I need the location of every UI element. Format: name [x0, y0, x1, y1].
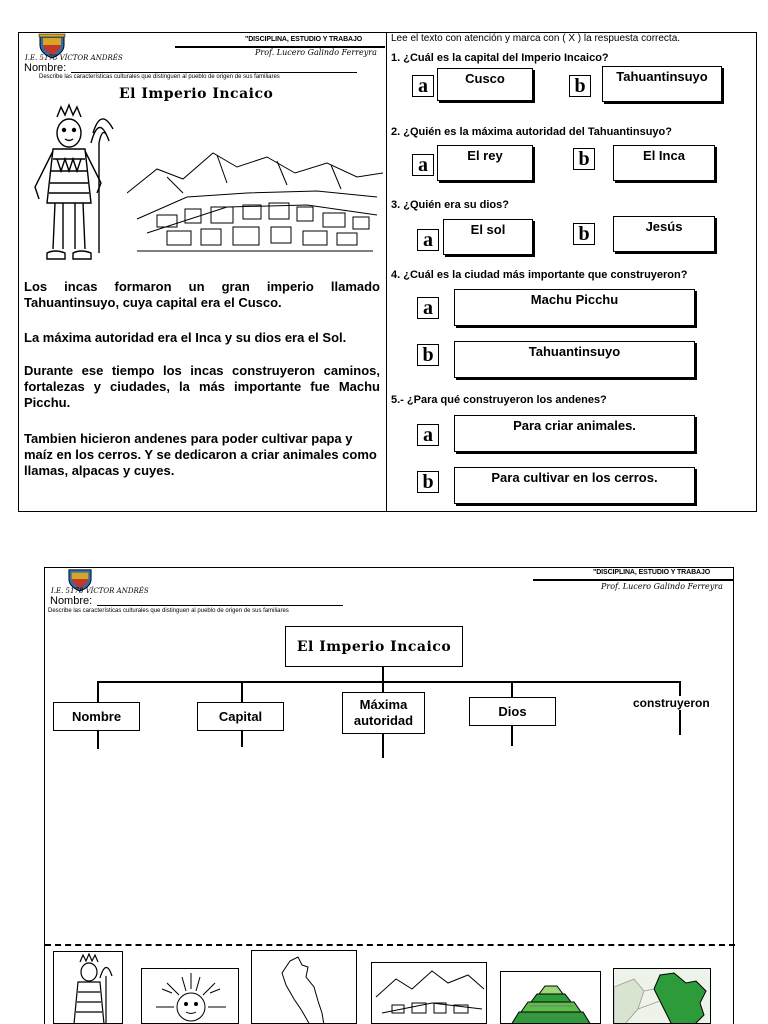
worksheet-2 — [44, 567, 734, 1024]
paragraph-2: La máxima autoridad era el Inca y su dios era el Sol. — [24, 330, 347, 345]
instruction-text-2: Describe las características culturales que distinguen al pueblo de origen de sus familiares — [48, 608, 289, 614]
q2-option-a-marker[interactable]: a — [412, 154, 434, 176]
branch-capital: Capital — [197, 702, 284, 731]
q3-option-a[interactable]: El sol — [443, 219, 533, 255]
question-1: 1. ¿Cuál es la capital del Imperio Incaico? — [391, 52, 609, 64]
q5-option-b-marker[interactable]: b — [417, 471, 439, 493]
instruction-text: Describe las características culturales que distinguen al pueblo de origen de sus familiares — [39, 74, 280, 80]
cutout-peru-map[interactable] — [251, 950, 357, 1024]
cutout-inca[interactable] — [53, 951, 123, 1024]
nombre-label: Nombre: — [24, 62, 67, 74]
nombre-label-2: Nombre: — [50, 595, 93, 607]
question-3: 3. ¿Quién era su dios? — [391, 199, 509, 211]
q2-option-b-marker[interactable]: b — [573, 148, 595, 170]
school-name: I.E. 5178 VÍCTOR ANDRÉS — [25, 54, 123, 62]
inca-cutout-icon — [54, 952, 123, 1024]
sun-cutout-icon — [142, 969, 239, 1024]
peru-map-cutout-icon — [252, 951, 357, 1024]
region-map-cutout-icon — [614, 969, 711, 1024]
cutout-andenes[interactable] — [500, 971, 601, 1024]
concept-map-title: El Imperio Incaico — [285, 626, 463, 667]
cut-line — [45, 944, 735, 946]
q4-option-a[interactable]: Machu Picchu — [454, 289, 695, 326]
machu-picchu-illustration — [127, 133, 383, 259]
school-motto: "DISCIPLINA, ESTUDIO Y TRABAJO — [245, 36, 363, 43]
q1-option-a[interactable]: Cusco — [437, 68, 533, 101]
quiz-instruction: Lee el texto con atención y marca con ( X ) la respuesta correcta. — [391, 33, 681, 44]
q4-option-b[interactable]: Tahuantinsuyo — [454, 341, 695, 378]
andenes-cutout-icon — [501, 972, 601, 1024]
q1-option-b[interactable]: Tahuantinsuyo — [602, 66, 722, 102]
teacher-name-2: Prof. Lucero Galindo Ferreyra — [601, 582, 723, 591]
q1-option-b-marker[interactable]: b — [569, 75, 591, 97]
teacher-name: Prof. Lucero Galindo Ferreyra — [255, 48, 377, 57]
question-4: 4. ¿Cuál es la ciudad más importante que construyeron? — [391, 269, 688, 281]
cutout-machu-picchu[interactable] — [371, 962, 487, 1024]
q3-option-b[interactable]: Jesús — [613, 216, 715, 252]
q4-option-b-marker[interactable]: b — [417, 344, 439, 366]
question-5: 5.- ¿Para qué construyeron los andenes? — [391, 394, 607, 406]
q5-option-a-marker[interactable]: a — [417, 424, 439, 446]
q2-option-b[interactable]: El Inca — [613, 145, 715, 181]
worksheet-title: El Imperio Incaico — [119, 86, 274, 102]
q4-option-a-marker[interactable]: a — [417, 297, 439, 319]
q5-option-b[interactable]: Para cultivar en los cerros. — [454, 467, 695, 504]
q1-option-a-marker[interactable]: a — [412, 75, 434, 97]
question-2: 2. ¿Quién es la máxima autoridad del Tahuantinsuyo? — [391, 126, 672, 138]
paragraph-4: Tambien hicieron andenes para poder cultivar papa y maíz en los cerros. Y se dedicaron a criar animales como llamas, alpacas y cuyes. — [24, 431, 377, 478]
cutout-region-map[interactable] — [613, 968, 711, 1024]
q3-option-b-marker[interactable]: b — [573, 223, 595, 245]
q2-option-a[interactable]: El rey — [437, 145, 533, 181]
inca-figure-illustration — [23, 103, 123, 269]
q3-option-a-marker[interactable]: a — [417, 229, 439, 251]
worksheet-1 — [18, 32, 757, 512]
branch-construyeron: construyeron — [633, 696, 710, 710]
branch-nombre: Nombre — [53, 702, 140, 731]
branch-maxima-autoridad: Máxima autoridad — [342, 692, 425, 734]
school-motto-2: "DISCIPLINA, ESTUDIO Y TRABAJO — [593, 569, 711, 576]
q5-option-a[interactable]: Para criar animales. — [454, 415, 695, 452]
paragraph-1: Los incas formaron un gran imperio llamado Tahuantinsuyo, cuya capital era el Cusco. — [24, 279, 380, 310]
cutout-sun[interactable] — [141, 968, 239, 1024]
branch-dios: Dios — [469, 697, 556, 726]
school-name-2: I.E. 5178 VÍCTOR ANDRÉS — [51, 587, 149, 595]
paragraph-3: Durante ese tiempo los incas construyeron caminos, fortalezas y ciudades, la más importante fue Machu Picchu. — [24, 363, 380, 410]
machu-picchu-cutout-icon — [372, 963, 487, 1024]
